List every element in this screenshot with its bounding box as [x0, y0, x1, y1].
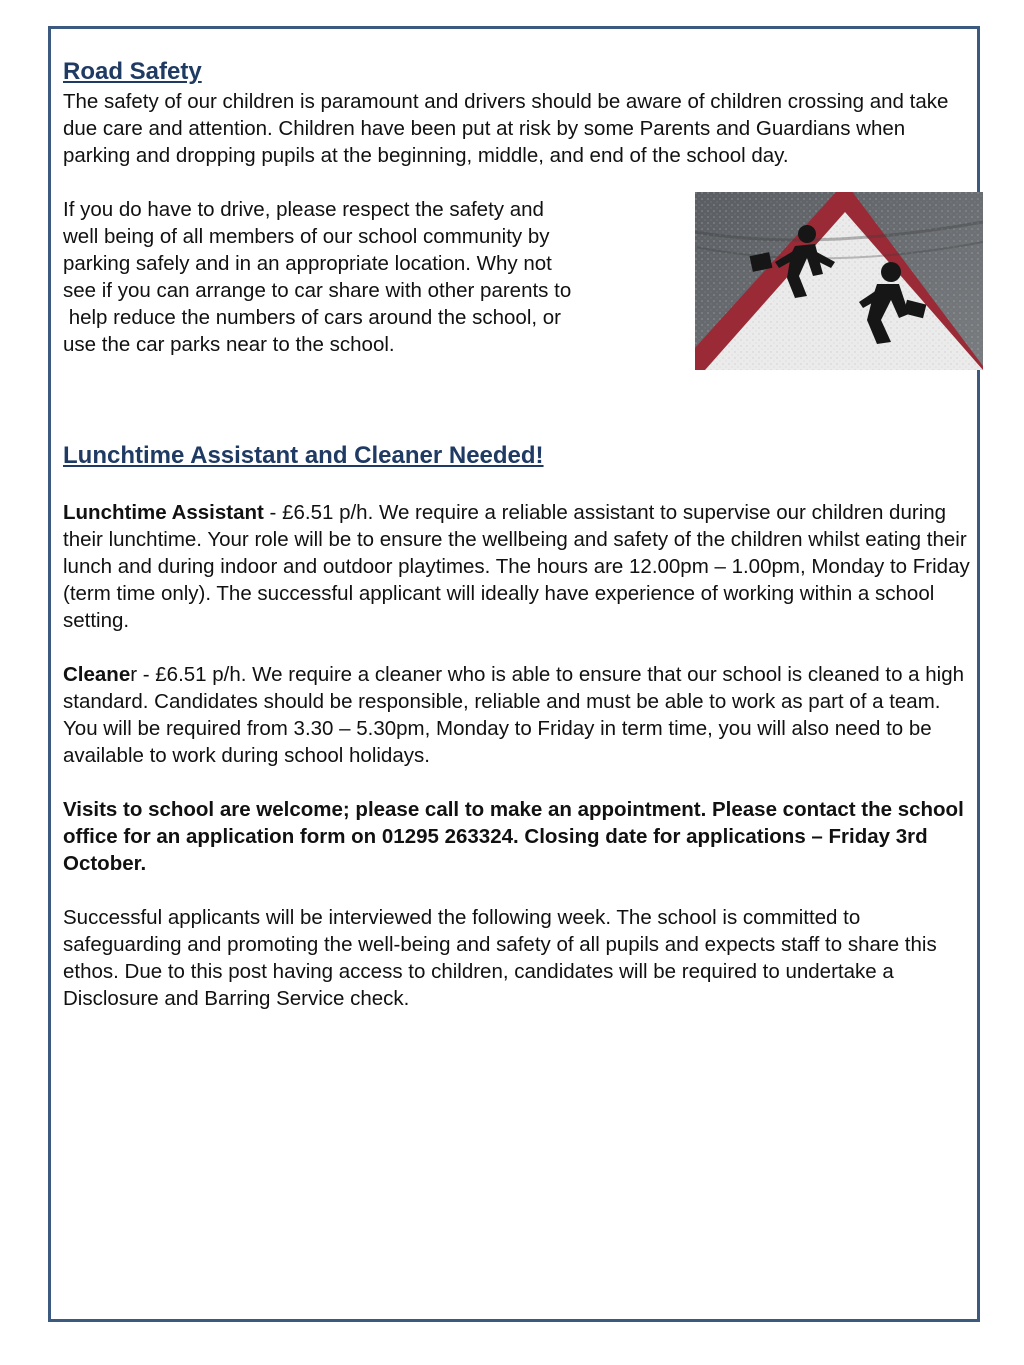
driving-advice-line: help reduce the numbers of cars around the school, or: [63, 306, 561, 329]
lunchtime-assistant-paragraph: [63, 499, 975, 634]
road-safety-intro: The safety of our children is paramount and drivers should be aware of children crossing and take due care and attention. Children have been put at risk by some Parents and Guardians when parking and dropping pupils at the beginning, middle, and end of the school day.: [63, 90, 949, 167]
cleaner-text: r - £6.51 p/h. We require a cleaner who is able to ensure that our school is cleaned to a high standard. Candidates should be responsible, reliable and must be able to work as part of a team. You will be required from 3.30 – 5.30pm, Monday to Friday in term time, you will also need to be available to work during school holidays.: [63, 663, 965, 767]
driving-advice-line: well being of all members of our school community by: [63, 225, 550, 248]
visits-contact-paragraph: Visits to school are welcome; please call to make an appointment. Please contact the school office for an application form on 01295 263324. Closing date for applications – Friday 3rd October.: [63, 798, 964, 875]
driving-advice: [63, 196, 663, 358]
document-body: [63, 56, 975, 1012]
cleaner-title: Cleane: [63, 663, 131, 686]
lunchtime-assistant-text: - £6.51 p/h. We require a reliable assistant to supervise our children during their lunchtime. Your role will be to ensure the wellbeing and safety of the children whilst eating their lunch and during indoor and outdoor playtimes. The hours are 12.00pm – 1.00pm, Monday to Friday (term time only). The successful applicant will ideally have experience of working within a school setting.: [63, 501, 970, 632]
driving-advice-line: see if you can arrange to car share with other parents to: [63, 279, 572, 302]
vacancies-heading: Lunchtime Assistant and Cleaner Needed!: [63, 442, 544, 469]
driving-advice-line: parking safely and in an appropriate location. Why not: [63, 252, 552, 275]
road-safety-heading: Road Safety: [63, 58, 202, 85]
driving-advice-line: use the car parks near to the school.: [63, 333, 395, 356]
driving-advice-line: If you do have to drive, please respect the safety and: [63, 198, 544, 221]
lunchtime-assistant-title: Lunchtime Assistant: [63, 501, 264, 524]
interview-safeguarding-paragraph: Successful applicants will be interviewed the following week. The school is committed to safeguarding and promoting the well-being and safety of all pupils and expects staff to share this ethos. Due to this post having access to children, candidates will be required to undertake a Disclosure and Barring Service check.: [63, 906, 937, 1010]
cleaner-paragraph: [63, 661, 975, 769]
